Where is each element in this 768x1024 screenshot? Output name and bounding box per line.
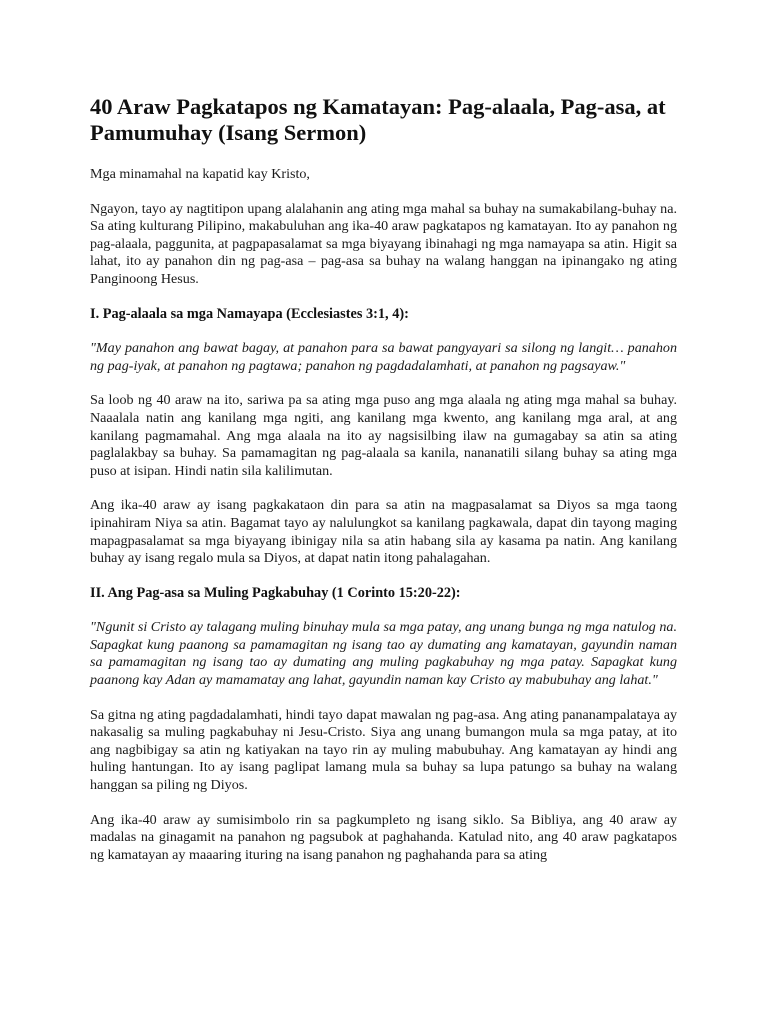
scripture-quote-1: "May panahon ang bawat bagay, at panahon para sa bawat pangyayari sa silong ng langit… panahon ng pag-iyak, at panahon ng pagtawa; panahon ng pagdadalamhati, at panahon ng pagsayaw." — [90, 340, 677, 374]
section-2-paragraph-1: Sa gitna ng ating pagdadalamhati, hindi tayo dapat mawalan ng pag-asa. Ang ating pananampalataya ay nakasalig sa muling pagkabuhay ni Jesu-Cristo. Siya ang unang bumangon mula sa mga patay, at ito ang nagbibigay sa atin ng katiyakan na tayo rin ay muling mabubuhay. Ang kamatayan ay hindi ang huling hantungan. Ito ay isang paglipat lamang mula sa buhay sa lupa patungo sa buhay na walang hanggan sa piling ng Diyos. — [90, 706, 677, 794]
intro-paragraph: Ngayon, tayo ay nagtitipon upang alalahanin ang ating mga mahal sa buhay na sumakabilang-buhay na. Sa ating kulturang Pilipino, makabuluhan ang ika-40 araw pagkatapos ng kamatayan. Ito ay panahon ng pag-alaala, paggunita, at pagpapasalamat sa mga biyayang ibinahagi ng mga namayapa sa atin. Higit sa lahat, ito ay panahon din ng pag-asa – pag-asa sa buhay na walang hanggan na ipinangako ng ating Panginoong Hesus. — [90, 200, 677, 287]
scripture-quote-2: "Ngunit si Cristo ay talagang muling binuhay mula sa mga patay, ang unang bunga ng mga natulog na. Sapagkat kung paanong sa pamamagitan ng isang tao ay dumating ang kamatayan, gayundin naman sa pamamagitan ng isang tao ay dumating ang muling pagkabuhay ng mga patay. Sapagkat kung paanong kay Adan ay mamamatay ang lahat, gayundin naman kay Cristo ay mabubuhay ang lahat." — [90, 619, 677, 689]
greeting: Mga minamahal na kapatid kay Kristo, — [90, 166, 310, 182]
section-1-paragraph-1: Sa loob ng 40 araw na ito, sariwa pa sa ating mga puso ang mga alaala ng ating mga mahal sa buhay. Naaalala natin ang kanilang mga ngiti, ang kanilang mga kwento, ang kanilang mga aral, at ang kanilang pagmamahal. Ang mga alaala na ito ay nagsisilbing ilaw na gumagabay sa atin sa ating paglalakbay sa buhay. Sa pamamagitan ng pag-alaala sa kanila, nananatili silang buhay sa ating mga puso at isipan. Hindi natin sila kalilimutan. — [90, 392, 677, 479]
section-2-paragraph-2: Ang ika-40 araw ay sumisimbolo rin sa pagkumpleto ng isang siklo. Sa Bibliya, ang 40 araw ay madalas na ginagamit na panahon ng pagsubok at paghahanda. Katulad nito, ang 40 araw pagkatapos ng kamatayan ay maaaring ituring na isang panahon ng paghahanda para sa ating — [90, 811, 677, 863]
section-heading-2: II. Ang Pag-asa sa Muling Pagkabuhay (1 Corinto 15:20-22): — [90, 584, 461, 601]
section-heading-1: I. Pag-alaala sa mga Namayapa (Ecclesiastes 3:1, 4): — [90, 305, 409, 322]
document-page — [90, 94, 677, 881]
section-1-paragraph-2: Ang ika-40 araw ay isang pagkakataon din para sa atin na magpasalamat sa Diyos sa mga taong ipinahiram Niya sa atin. Bagamat tayo ay nalulungkot sa kanilang pagkawala, dapat din tayong maging mapagpasalamat sa mga biyayang ibinigay nila sa atin habang sila ay kasama pa natin. Ang kanilang buhay ay isang regalo mula sa Diyos, at dapat natin itong pahalagahan. — [90, 497, 677, 567]
document-title: 40 Araw Pagkatapos ng Kamatayan: Pag-alaala, Pag-asa, at Pamumuhay (Isang Sermon) — [90, 94, 666, 145]
